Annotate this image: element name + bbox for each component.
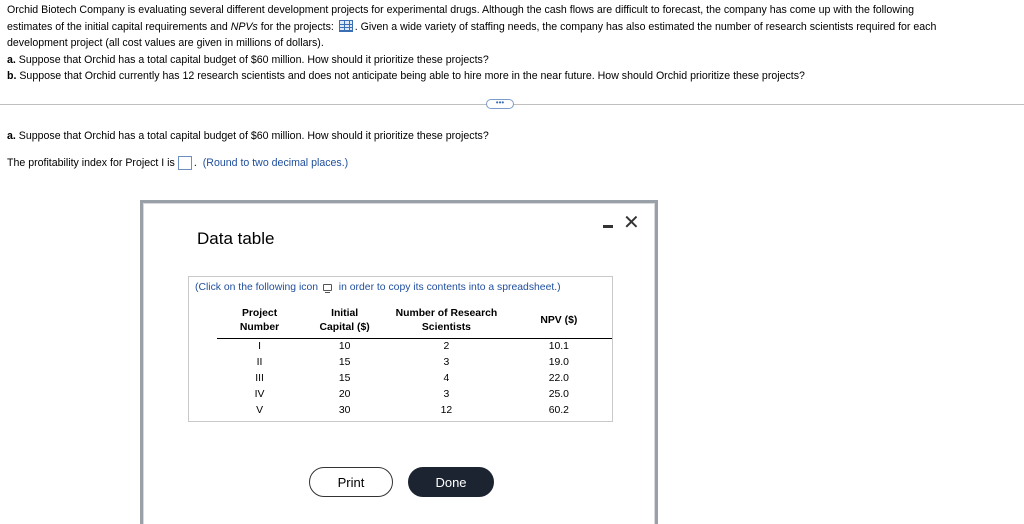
- part-a-text: Suppose that Orchid has a total capital budget of $60 million. How should it prioritize these projects?: [15, 53, 489, 66]
- cell-capital: 10: [338, 341, 351, 352]
- part-b-label: b.: [7, 70, 17, 82]
- table-header-row: [217, 307, 612, 339]
- problem-statement: [7, 2, 1007, 85]
- cell-capital: 15: [338, 357, 351, 368]
- header-initial-capital-line-1: Initial: [331, 308, 359, 319]
- profitability-index-input[interactable]: [178, 156, 192, 170]
- close-icon[interactable]: ✕: [623, 212, 640, 234]
- problem-line-3: development project (all cost values are given in millions of dollars).: [7, 37, 324, 49]
- data-table-modal: [140, 200, 658, 524]
- cell-project: III: [255, 373, 264, 384]
- problem-line-2-start: estimates of the initial capital requirements and: [7, 20, 231, 33]
- cell-capital: 20: [338, 389, 351, 400]
- table-row: [217, 403, 612, 419]
- copy-instruction: [195, 282, 561, 293]
- print-button[interactable]: Print: [309, 467, 393, 497]
- problem-line-1: Orchid Biotech Company is evaluating several different development projects for experimental drugs. Although the cash flows are difficult to forecast, the company has come up with the following: [7, 4, 915, 16]
- cell-project: I: [258, 341, 261, 352]
- copy-instruction-start: (Click on the following icon: [195, 282, 319, 293]
- part-b-text: Suppose that Orchid currently has 12 research scientists and does not anticipate being able to hire more in the near future. How should Orchid prioritize these projects?: [16, 70, 805, 82]
- table-row: [217, 355, 612, 371]
- cell-scientists: 2: [443, 341, 450, 352]
- header-npv: NPV ($): [506, 307, 612, 339]
- cell-npv: 10.1: [548, 341, 569, 352]
- cell-project: V: [256, 405, 264, 416]
- answer-suffix: .: [193, 157, 197, 169]
- npvs-term: NPVs: [230, 20, 258, 33]
- cell-npv: 22.0: [548, 373, 569, 384]
- current-question: [7, 128, 489, 144]
- header-initial-capital-line-2: Capital ($): [319, 322, 370, 333]
- modal-title: Data table: [197, 229, 275, 248]
- cell-npv: 19.0: [548, 357, 569, 368]
- cell-scientists: 3: [443, 389, 450, 400]
- minimize-icon[interactable]: [603, 225, 613, 228]
- problem-line-2-end: . Given a wide variety of staffing needs, the company has also estimated the number of research scientists required for each: [354, 20, 937, 33]
- problem-line-2: [7, 19, 1007, 36]
- part-a-label: a.: [7, 53, 16, 66]
- table-row: [217, 387, 612, 403]
- answer-prefix: The profitability index for Project I is: [7, 157, 175, 169]
- answer-line: [7, 155, 348, 171]
- cell-capital: 15: [338, 373, 351, 384]
- copy-spreadsheet-icon[interactable]: [323, 284, 332, 291]
- projects-table: [217, 307, 612, 419]
- rounding-hint: (Round to two decimal places.): [202, 157, 349, 169]
- done-button[interactable]: Done: [408, 467, 494, 497]
- cell-project: II: [256, 357, 263, 368]
- cell-npv: 25.0: [548, 389, 569, 400]
- question-label: a.: [7, 130, 16, 142]
- part-b-statement: [7, 68, 1007, 85]
- copy-instruction-end: in order to copy its contents into a spreadsheet.): [338, 282, 561, 293]
- data-table-box: [188, 276, 613, 422]
- cell-scientists: 12: [440, 405, 453, 416]
- problem-line-2-mid: for the projects:: [257, 20, 337, 33]
- header-research-scientists-line-1: Number of Research: [395, 308, 498, 319]
- cell-capital: 30: [338, 405, 351, 416]
- table-row: [217, 339, 612, 356]
- cell-project: IV: [254, 389, 265, 400]
- header-research-scientists-line-2: Scientists: [421, 322, 471, 333]
- data-table-icon[interactable]: [339, 20, 353, 32]
- header-research-scientists: [387, 307, 506, 339]
- table-row: [217, 371, 612, 387]
- question-text: Suppose that Orchid has a total capital budget of $60 million. How should it prioritize these projects?: [15, 130, 489, 142]
- cell-scientists: 4: [443, 373, 450, 384]
- cell-scientists: 3: [443, 357, 450, 368]
- header-initial-capital: [302, 307, 387, 339]
- part-a-statement: [7, 52, 1007, 69]
- expand-button[interactable]: •••: [486, 99, 514, 109]
- cell-npv: 60.2: [548, 405, 569, 416]
- header-project-number: Project Number: [217, 307, 302, 339]
